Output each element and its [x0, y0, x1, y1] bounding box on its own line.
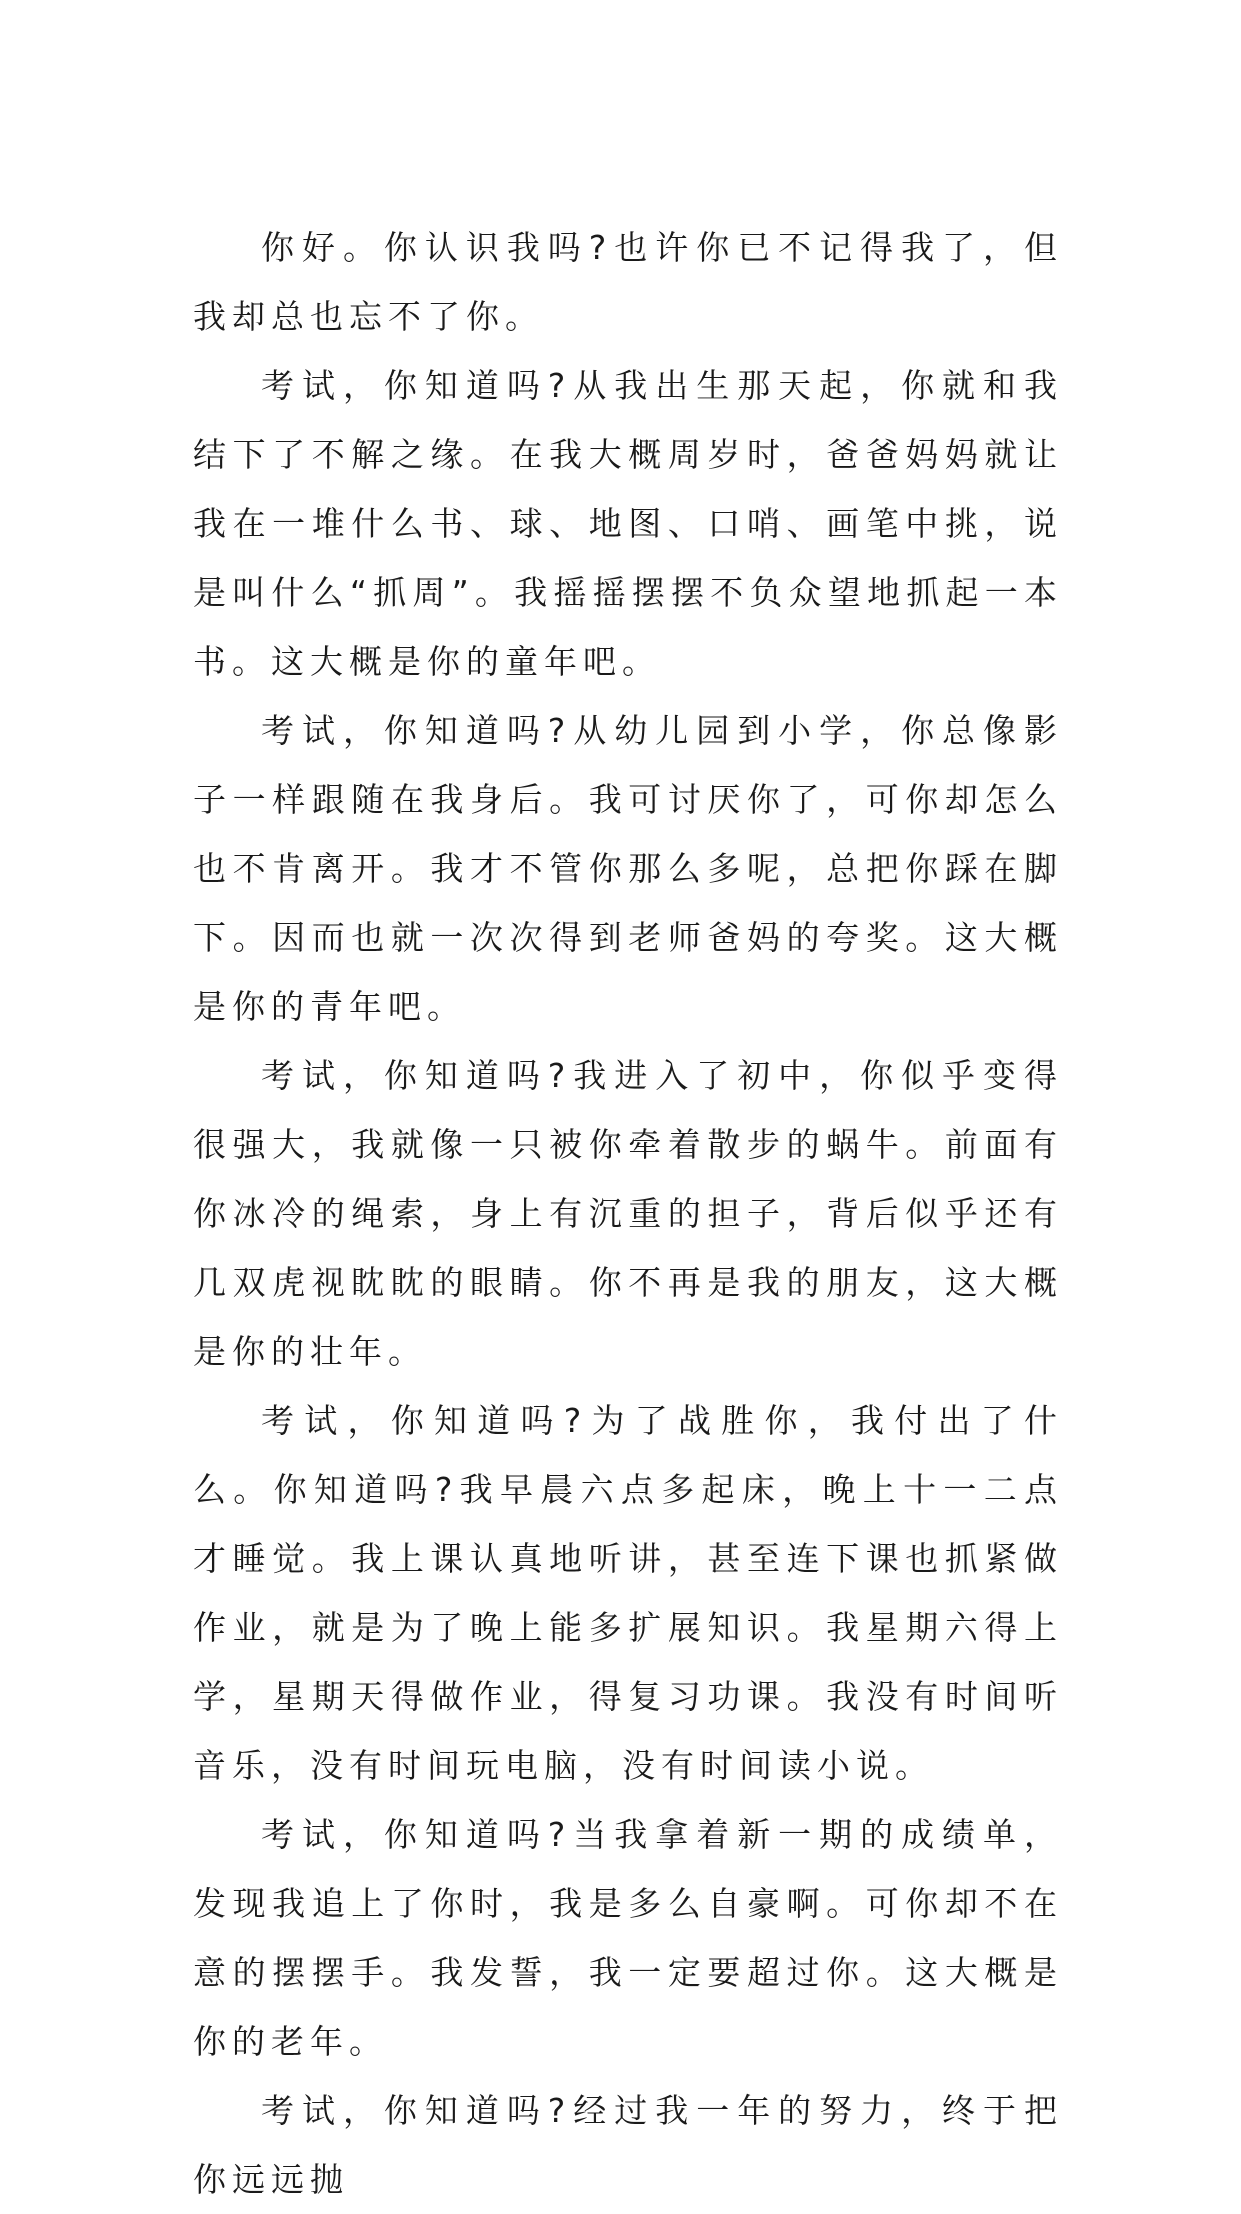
essay-body — [193, 213, 1063, 2214]
paragraph-ending: 考试，你知道吗?经过我一年的努力，终于把你远远抛 — [193, 2091, 1063, 2199]
paragraph-effort: 考试，你知道吗?为了战胜你，我付出了什么。你知道吗?我早晨六点多起床，晚上十一二点才睡觉。我上课认真地听讲，甚至连下课也抓紧做作业，就是为了晚上能多扩展知识。我星期六得上学，星期天得做作业，得复习功课。我没有时间听音乐，没有时间玩电脑，没有时间读小说。 — [193, 1401, 1063, 1785]
paragraph-greeting: 你好。你认识我吗?也许你已不记得我了，但我却总也忘不了你。 — [193, 228, 1063, 336]
paragraph-prime: 考试，你知道吗?我进入了初中，你似乎变得很强大，我就像一只被你牵着散步的蜗牛。前面有你冰冷的绳索，身上有沉重的担子，背后似乎还有几双虎视眈眈的眼睛。你不再是我的朋友，这大概是你的壮年。 — [193, 1056, 1063, 1371]
paragraph-childhood: 考试，你知道吗?从我出生那天起，你就和我结下了不解之缘。在我大概周岁时，爸爸妈妈就让我在一堆什么书、球、地图、口哨、画笔中挑，说是叫什么“抓周”。我摇摇摆摆不负众望地抓起一本书。这大概是你的童年吧。 — [193, 366, 1063, 681]
paragraph-youth: 考试，你知道吗?从幼儿园到小学，你总像影子一样跟随在我身后。我可讨厌你了，可你却怎么也不肯离开。我才不管你那么多呢，总把你踩在脚下。因而也就一次次得到老师爸妈的夸奖。这大概是你的青年吧。 — [193, 711, 1063, 1026]
paragraph-old-age: 考试，你知道吗?当我拿着新一期的成绩单，发现我追上了你时，我是多么自豪啊。可你却不在意的摆摆手。我发誓，我一定要超过你。这大概是你的老年。 — [193, 1815, 1063, 2061]
